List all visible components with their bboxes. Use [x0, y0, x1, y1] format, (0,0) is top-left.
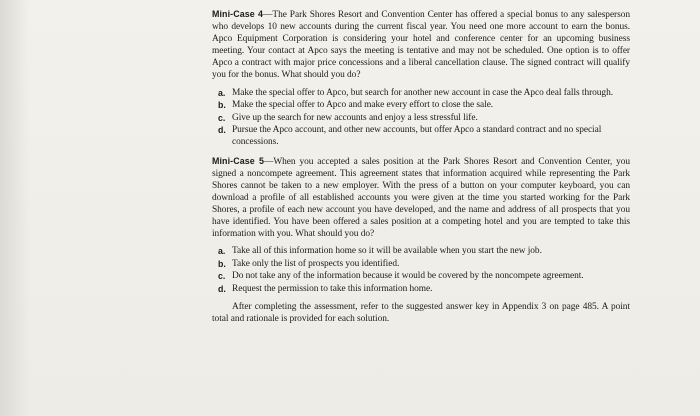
- mini-case-4-text: —The Park Shores Resort and Convention Center has offered a special bonus to any salesperson who develops 10 new accounts during the current fiscal year. You need one more account to earn the bonus. Apco Equipment Corporation is considering your hotel and conference center for an upcoming business meeting. Your contact at Apco says the meeting is tentative and may not be scheduled. One option is to offer Apco a contract with major price concessions and a liberal cancellation clause. The signed contract will qualify you for the bonus. What should you do?: [212, 10, 630, 81]
- option-letter: c.: [218, 112, 226, 123]
- mini-case-5-text: —When you accepted a sales position at the Park Shores Resort and Convention Center, you signed a noncompete agreement. This agreement states that information acquired while representing the Park Shores cannot be taken to a new employer. With the press of a button on your computer keyboard, you can download a profile of all established accounts you were given at the time you started working for the Park Shores, a profile of each new account you have developed, and the name and address of all prospects that you have identified. You have been offered a sales position at a competing hotel and you are tempted to take this information with you. What should you do?: [212, 156, 631, 240]
- mini-case-4-option-c: [212, 112, 630, 124]
- page-content: [212, 8, 630, 325]
- closing-paragraph: After completing the assessment, refer to the suggested answer key in Appendix 3 on page 485. A point total and rationale is provided for each solution.: [212, 302, 630, 325]
- option-text: Request the permission to take this information home.: [232, 283, 433, 294]
- mini-case-5-option-b: [212, 258, 630, 270]
- option-letter: a.: [218, 246, 226, 257]
- mini-case-5-options: [212, 245, 630, 295]
- mini-case-5-title: Mini-Case 5: [212, 155, 265, 166]
- option-letter: d.: [218, 283, 226, 294]
- option-text: Give up the search for new accounts and enjoy a less stressful life.: [232, 112, 478, 123]
- option-text: Take only the list of prospects you identified.: [232, 258, 400, 269]
- option-letter: a.: [218, 87, 226, 98]
- mini-case-4-option-d: [212, 124, 630, 148]
- mini-case-5-option-a: [212, 245, 630, 257]
- mini-case-5-option-c: [212, 270, 630, 282]
- option-text: Make the special offer to Apco and make every effort to close the sale.: [232, 100, 494, 111]
- option-text: Make the special offer to Apco, but search for another new account in case the Apco deal falls through.: [232, 87, 613, 98]
- option-text: Pursue the Apco account, and other new accounts, but offer Apco a standard contract and no special concessions.: [232, 125, 602, 148]
- option-letter: b.: [218, 258, 226, 269]
- option-text: Take all of this information home so it will be available when you start the new job.: [232, 246, 542, 257]
- mini-case-4-paragraph: [212, 8, 630, 82]
- mini-case-4-title: Mini-Case 4: [212, 9, 264, 19]
- mini-case-4-option-a: [212, 87, 630, 99]
- mini-case-5-paragraph: [212, 155, 630, 241]
- mini-case-4-options: [212, 87, 630, 149]
- option-letter: c.: [218, 271, 226, 282]
- option-text: Do not take any of the information because it would be covered by the noncompete agreement.: [232, 271, 584, 282]
- option-letter: b.: [218, 100, 226, 111]
- page-shadow: [0, 0, 30, 416]
- mini-case-5-option-d: [212, 283, 630, 295]
- mini-case-4-option-b: [212, 99, 630, 111]
- option-letter: d.: [218, 125, 226, 136]
